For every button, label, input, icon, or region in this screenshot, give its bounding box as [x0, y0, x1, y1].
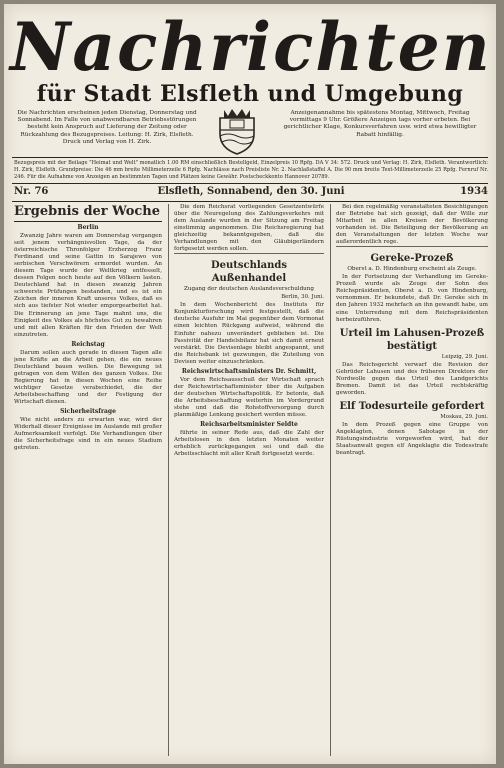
- divider-rule: [12, 157, 488, 158]
- article-heading: Ergebnis der Woche: [14, 204, 162, 222]
- section-heading: Berlin: [77, 224, 99, 231]
- column-rule: [330, 204, 331, 756]
- article-body: In dem Wochenbericht des Instituts für Konjunkturforschung wird festgestellt, daß die deutsche Ausfuhr im Mai gegenüber dem Vormonat einen leichten Rückgang aufweist, während die Einfuhr nahezu unverändert geblieben ist. Die Passivität der Handelsbilanz hat sich damit erneut verstärkt. Die Devisenlage bleibt angespannt, und die Reichsbank ist gezwungen, die Zuteilung von Devisen weiter einzuschränken.: [174, 302, 324, 365]
- issue-bar: [14, 185, 488, 199]
- publication-info-right: Anzeigenannahme bis spätestens Montag, Mittwoch, Freitag vormittags 9 Uhr. Größere Anzeigen tags vorher erbeten. Bei gerichtlicher Klage, Konkursverfahren usw. wird etwa bewilligter Rabatt hinfällig.: [283, 110, 477, 138]
- divider-rule: [12, 183, 488, 184]
- article-body: In dem Prozeß gegen eine Gruppe von Angeklagten, denen Sabotage in der Rüstungsindustrie vorgeworfen wird, hat der Staatsanwalt gegen elf Angeklagte die Todesstrafe beantragt.: [336, 421, 488, 457]
- publication-info-left: Die Nachrichten erscheinen jeden Dienstag, Donnerstag und Sonnabend. Im Falle von unabwendbaren Betriebsstörungen besteht kein Anspruch auf Lieferung der Zeitung oder Rückzahlung des Bezugspreises. Leitung: H. Zirk, Elsfleth. Druck und Verlag von H. Zirk.: [17, 110, 197, 145]
- article-body: Das Reichsgericht verwarf die Revision der Gebrüder Lahusen und des früheren Direktors der Nordwolle gegen das Urteil des Landgerichts Bremen. Damit ist das Urteil rechtskräftig geworden.: [336, 361, 488, 396]
- article-heading: Urteil im Lahusen-Prozeß bestätigt: [339, 327, 485, 352]
- issue-number: Nr. 76: [14, 186, 49, 197]
- masthead-title: Nachrichten: [10, 8, 492, 86]
- column-middle: [174, 204, 324, 756]
- article-heading: Deutschlands Außenhandel: [210, 260, 288, 285]
- issue-dateline: Elsfleth, Sonnabend, den 30. Juni: [157, 186, 345, 197]
- article-body: Die dem Reichsrat vorliegenden Gesetzentwürfe über die Neuregelung des Zahlungsverkehrs mit dem Auslande wurden in der Sitzung am Freitag einstimmig angenommen. Die Reichsregierung hat gleichzeitig bekanntgegeben, daß die Verhandlungen mit den Gläubigerländern fortgesetzt werden sollen.: [174, 204, 324, 253]
- article-heading: Elf Todesurteile gefordert: [339, 400, 485, 412]
- article-body: In der Fortsetzung der Verhandlung im Gereke-Prozeß wurde als Zeuge der Sohn des Reichspräsidenten, Oberst a. D. von Hindenburg, vernommen. Er bekundete, daß Dr. Gereke sich in den Jahren 1932 mehrfach an ihn gewandt habe, um eine Unterredung mit dem Reichspräsidenten herbeizuführen.: [336, 274, 488, 323]
- subscription-fineprint: Bezugspreis mit der Beilage "Heimat und Welt" monatlich 1.00 RM einschließlich Bestellgeld, Einzelpreis 10 Rpfg. DA V 34: 572. Druck und Verlag: H. Zirk, Elsfleth. Verantwortlich: H. Zirk, Elsfleth. Grundpreise: Die 46 mm breite Millimeterzeile 6 Rpfg. Nachlässe nach Preisliste Nr. 2. Nachlaßstaffel A. Die 90 mm breite Text-Millimeterzeile 25 Rpfg. Fernruf Nr. 246. Für die Aufnahme von Anzeigen an bestimmten Tagen und Plätzen keine Gewähr. Postscheckkonto Hannover 20789.: [14, 160, 488, 180]
- article-heading: Gereke-Prozeß: [370, 253, 454, 265]
- masthead-subtitle: für Stadt Elsfleth und Umgebung: [36, 81, 464, 107]
- coat-of-arms-icon: [214, 104, 260, 156]
- section-heading: Reichsarbeitsminister Seldte: [200, 421, 298, 429]
- article-body: Bei den regelmäßig veranstalteten Besichtigungen der Betriebe hat sich gezeigt, daß der Wille zur Mitarbeit in allen Kreisen der Bevölkerung vorhanden ist. Die Beteiligung der Bevölkerung an den Veranstaltungen der letzten Woche war außerordentlich rege.: [336, 204, 488, 246]
- column-left: [14, 204, 162, 756]
- article-body: Darum sollen auch gerade in diesen Tagen alle jene Kräfte an die Arbeit gehen, die ein neues Deutschland bauen wollen. Die Bewegung ist getragen von dem Willen des ganzen Volkes. Die Regierung hat in diesen Wochen eine Reihe wichtiger Gesetze verabschiedet, die der Arbeitsbeschaffung und der Festigung der Wirtschaft dienen.: [14, 349, 162, 406]
- section-heading: Reichswirtschaftsministers Dr. Schmitt,: [181, 367, 317, 375]
- article-body: Zwanzig Jahre waren am Donnerstag vergangen seit jenem verhängnisvollen Tage, da der österreichische Thronfolger Erzherzog Franz Ferdinand und seine Gattin in Sarajewo von serbischen Verschwörern ermordet wurden. An diesem Tage wurde der Weltkrieg entfesselt, dessen Folgen noch heute auf den Völkern lasten. Deutschland hat in diesen zwanzig Jahren schwerste Prüfungen bestanden, und es ist ein Zeichen der inneren Kraft unseres Volkes, daß es sich aus tiefster Not wieder emporgearbeitet hat. Die Erinnerung an jene Tage mahnt uns, die Einigkeit des Volkes als höchstes Gut zu bewahren und mit allen Kräften für den Frieden der Welt einzutreten.: [14, 233, 162, 338]
- article-subheading: Oberst a. D. Hindenburg erscheint als Zeuge.: [347, 266, 477, 273]
- section-heading: Reichstag: [71, 340, 105, 348]
- article-body: Wie nicht anders zu erwarten war, wird der Widerhall dieser Ereignisse im Auslande mit großer Aufmerksamkeit verfolgt. Die Verhandlungen über die Sicherheitsfrage sind in ein neues Stadium getreten.: [14, 417, 162, 452]
- section-heading: Sicherheitsfrage: [60, 408, 116, 416]
- newspaper-page: [4, 4, 496, 764]
- article-body: führte in seiner Rede aus, daß die Zahl der Arbeitslosen in den letzten Monaten weiter erheblich zurückgegangen sei und daß die Arbeitsschlacht mit aller Kraft fortgesetzt werde.: [174, 430, 324, 458]
- article-dateline: Leipzig, 29. Juni.: [441, 353, 488, 360]
- column-rule: [168, 204, 169, 756]
- divider-rule: [12, 201, 488, 202]
- column-right: [336, 204, 488, 756]
- article-subheading: Zugang der deutschen Auslandsverschuldung: [184, 286, 314, 293]
- article-dateline: Berlin, 30. Juni.: [281, 294, 324, 301]
- article-dateline: Moskau, 29. Juni.: [440, 413, 488, 420]
- issue-year: 1934: [460, 186, 488, 197]
- article-body: Vor dem Reichsausschuß der Wirtschaft sprach der Reichswirtschaftsminister über die Aufgaben der deutschen Wirtschaftspolitik. Er betonte, daß die Arbeitsbeschaffung weiterhin im Vordergrund stehe und daß die Rohstoffversorgung durch planmäßige Lenkung gesichert werden müsse.: [174, 376, 324, 418]
